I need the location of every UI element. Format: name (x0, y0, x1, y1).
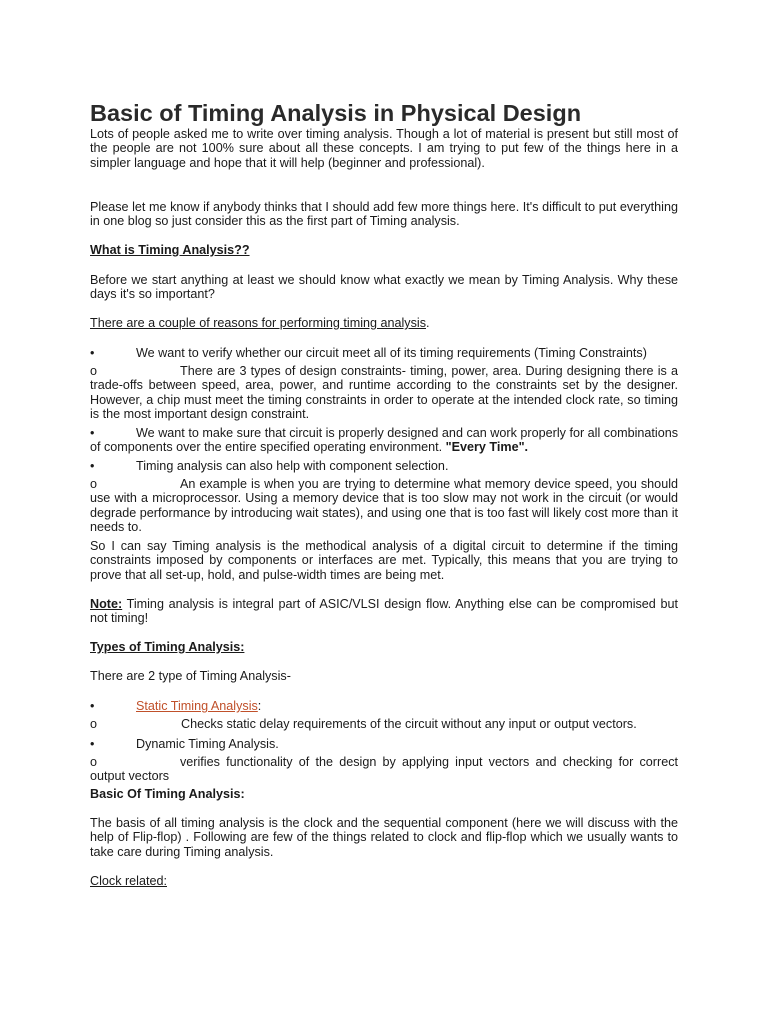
sub-list-item (90, 364, 678, 422)
sub-item-text: verifies functionality of the design by applying input vectors and checking for correct output vectors (90, 755, 678, 784)
basis-paragraph: The basis of all timing analysis is the clock and the sequential component (here we will discuss with the help of Flip-flop) . Following are few of the things related to clock and flip-flop which we usually wants to take care during Timing analysis. (90, 816, 678, 859)
heading-what-is-timing-analysis: What is Timing Analysis?? (90, 243, 250, 257)
static-timing-analysis-link[interactable]: Static Timing Analysis (136, 699, 258, 713)
bullet-icon: • (90, 459, 95, 473)
note-paragraph (90, 597, 678, 626)
sub-item-text: Checks static delay requirements of the circuit without any input or output vectors. (181, 717, 637, 731)
sub-item-text: An example is when you are trying to determine what memory device speed, you should use with a microprocessor. Using a memory device that is too slow may not work in the circuit (or would degrade performance by introducing wait states), and using one that is too fast will likely cost more than it needs to. (90, 477, 678, 535)
circle-bullet-icon: o (90, 717, 98, 731)
bullet-icon: • (90, 346, 95, 360)
bullet-text-wrap (90, 426, 678, 455)
note-label: Note: (90, 597, 123, 611)
note-text: Timing analysis is integral part of ASIC/VLSI design flow. Anything else can be compromised but not timing! (90, 597, 678, 626)
bullet-text: Timing analysis can also help with component selection. (136, 459, 449, 473)
feedback-paragraph: Please let me know if anybody thinks that I should add few more things here. It's difficult to put everything in one blog so just consider this as the first part of Timing analysis. (90, 200, 678, 229)
bullet-icon: • (90, 737, 95, 751)
sub-list-item (90, 477, 678, 535)
sub-list-item (90, 755, 678, 784)
bullet-text: We want to make sure that circuit is properly designed and can work properly for all combinations of components over the entire specified operating environment. (90, 426, 678, 455)
circle-bullet-icon: o (90, 477, 98, 491)
before-paragraph: Before we start anything at least we should know what exactly we mean by Timing Analysis. Why these days it's so important? (90, 273, 678, 302)
bullet-icon: • (90, 426, 95, 440)
bullet-text: We want to verify whether our circuit meet all of its timing requirements (Timing Constraints) (136, 346, 647, 360)
page-title: Basic of Timing Analysis in Physical Design (90, 100, 582, 126)
sta-colon: : (257, 699, 262, 713)
definition-paragraph: So I can say Timing analysis is the methodical analysis of a digital circuit to determine if the timing constraints imposed by components or interfaces are met. Typically, this means that you are trying to prove that all set-up, hold, and pulse-width times are being met. (90, 539, 678, 582)
bullet-icon: • (90, 699, 95, 713)
sub-item-text: There are 3 types of design constraints- timing, power, area. During designing there is a trade-offs between speed, area, power, and runtime according to the constraints set by the designer. However, a chip must meet the timing constraints in order to operate at the intended clock rate, so timing is the most important design constraint. (90, 364, 678, 422)
reasons-period: . (426, 316, 430, 330)
heading-basic-of-timing-analysis: Basic Of Timing Analysis: (90, 787, 245, 801)
list-item (90, 426, 678, 455)
reasons-line (90, 316, 678, 330)
reasons-text: There are a couple of reasons for performing timing analysis (90, 316, 426, 330)
circle-bullet-icon: o (90, 364, 98, 378)
every-time-emphasis: "Every Time". (445, 440, 529, 455)
heading-types-of-timing-analysis: Types of Timing Analysis: (90, 640, 245, 654)
intro-paragraph: Lots of people asked me to write over timing analysis. Though a lot of material is present but still most of the people are not 100% sure about all these concepts. I am trying to put few of the things here in a simpler language and hope that it will help (beginner and professional). (90, 127, 678, 170)
sta-item (136, 699, 261, 713)
bullet-text: Dynamic Timing Analysis. (136, 737, 279, 751)
clock-related-heading: Clock related: (90, 874, 167, 888)
types-intro: There are 2 type of Timing Analysis- (90, 669, 291, 683)
circle-bullet-icon: o (90, 755, 98, 769)
